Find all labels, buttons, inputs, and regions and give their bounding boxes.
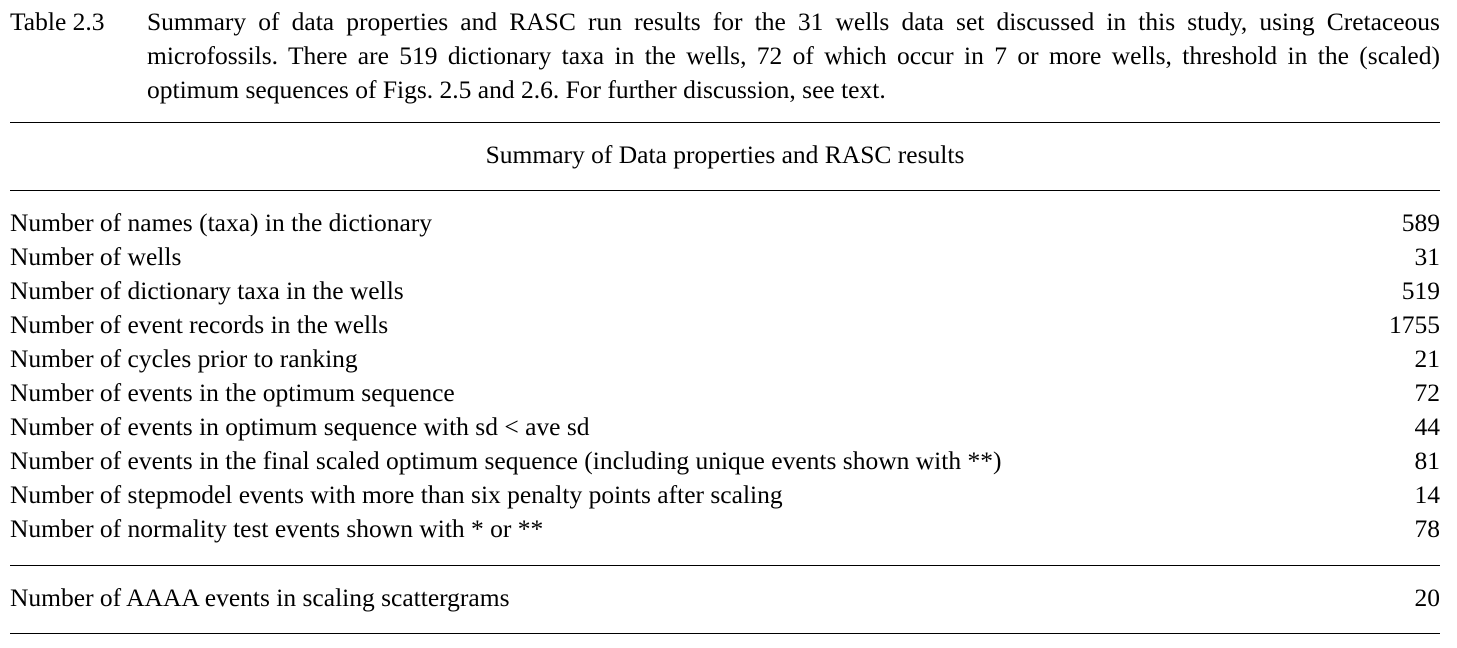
table-row bbox=[10, 444, 1440, 478]
row-value: 31 bbox=[1414, 242, 1440, 271]
table-row bbox=[10, 274, 1440, 308]
row-value: 20 bbox=[1414, 583, 1440, 612]
table-row bbox=[10, 240, 1440, 274]
table-heading: Summary of Data properties and RASC results bbox=[485, 140, 965, 169]
row-value: 589 bbox=[1401, 208, 1440, 237]
table-row bbox=[10, 308, 1440, 342]
row-label: Number of events in optimum sequence with sd < ave sd bbox=[10, 412, 590, 441]
row-label: Number of events in the optimum sequence bbox=[10, 378, 455, 407]
table-body bbox=[10, 206, 1440, 546]
table-row bbox=[10, 410, 1440, 444]
row-label: Number of events in the final scaled optimum sequence (including unique events shown with **) bbox=[10, 446, 1002, 475]
row-label: Number of names (taxa) in the dictionary bbox=[10, 208, 433, 237]
row-value: 72 bbox=[1414, 378, 1440, 407]
row-label: Number of normality test events shown with * or ** bbox=[10, 514, 544, 543]
caption-text: Summary of data properties and RASC run results for the 31 wells data set discussed in this study, using Cretaceous microfossils. There are 519 dictionary taxa in the wells, 72 of which occur in 7 or more wells, threshold in the (scaled) optimum sequences of Figs. 2.5 and 2.6. For further discussion, see text. bbox=[147, 7, 1440, 104]
row-label: Number of AAAA events in scaling scattergrams bbox=[10, 583, 510, 612]
table-row bbox=[10, 342, 1440, 376]
row-value: 1755 bbox=[1389, 310, 1440, 339]
row-value: 44 bbox=[1414, 412, 1440, 441]
row-value: 21 bbox=[1414, 344, 1440, 373]
row-label: Number of wells bbox=[10, 242, 182, 271]
table-row bbox=[10, 478, 1440, 512]
heading-rule bbox=[10, 190, 1440, 191]
table-footer-row bbox=[10, 581, 1440, 615]
row-label: Number of cycles prior to ranking bbox=[10, 344, 358, 373]
row-value: 81 bbox=[1414, 446, 1440, 475]
bottom-rule bbox=[10, 633, 1440, 634]
row-label: Number of event records in the wells bbox=[10, 310, 389, 339]
top-rule bbox=[10, 122, 1440, 123]
row-value: 519 bbox=[1401, 276, 1440, 305]
table-row bbox=[10, 376, 1440, 410]
table-row bbox=[10, 512, 1440, 546]
table-row bbox=[10, 206, 1440, 240]
row-value: 78 bbox=[1414, 514, 1440, 543]
footer-rule bbox=[10, 565, 1440, 566]
caption-label: Table 2.3 bbox=[10, 7, 105, 36]
row-label: Number of dictionary taxa in the wells bbox=[10, 276, 404, 305]
row-label: Number of stepmodel events with more than six penalty points after scaling bbox=[10, 480, 783, 509]
row-value: 14 bbox=[1414, 480, 1440, 509]
